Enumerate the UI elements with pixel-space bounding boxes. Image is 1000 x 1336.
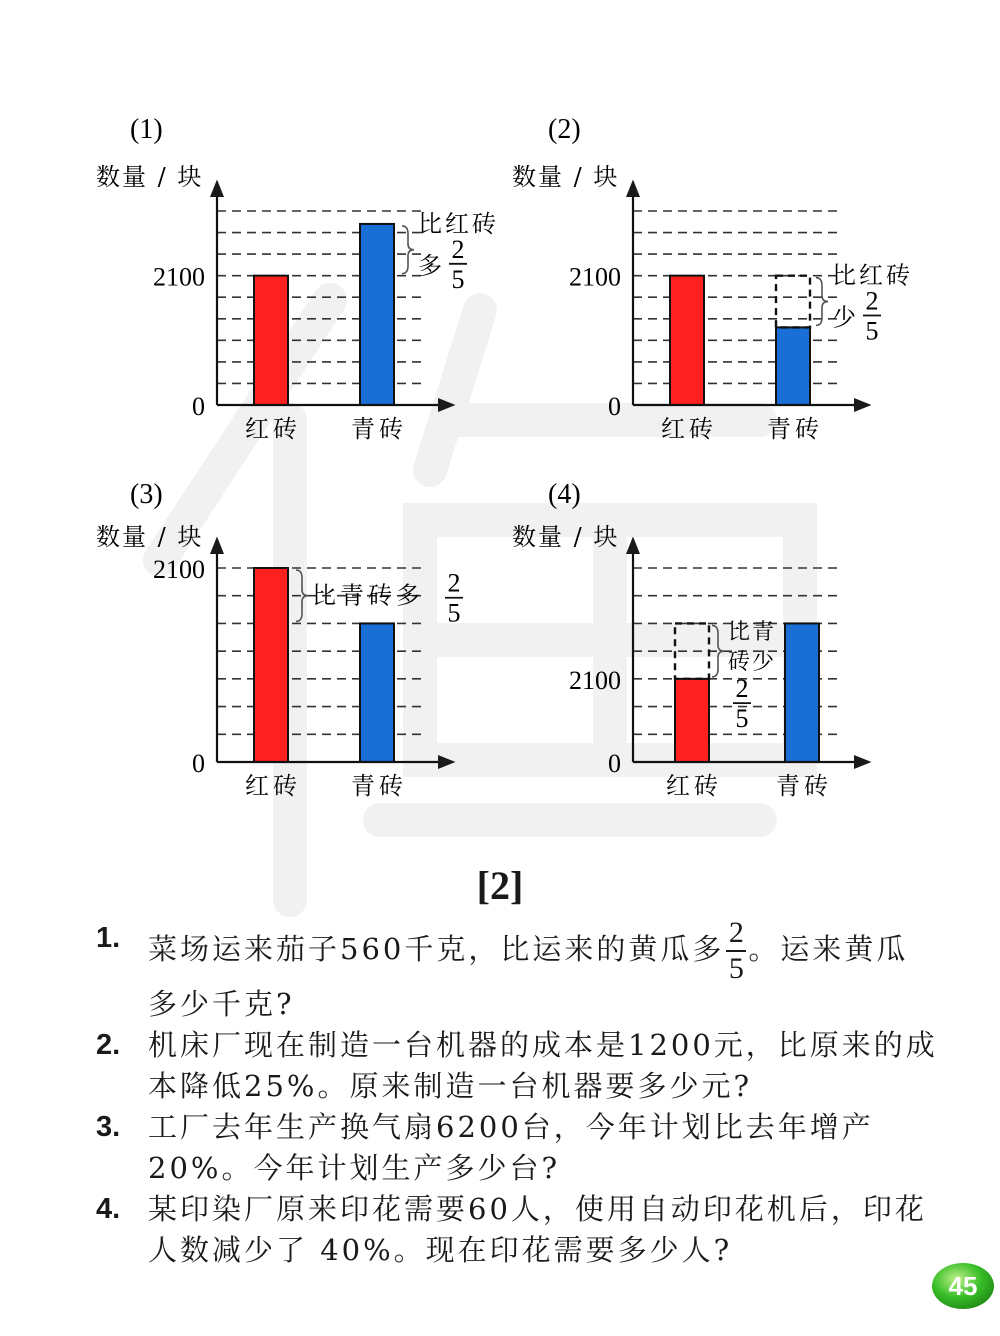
fraction-numerator: 2 — [728, 916, 744, 949]
annotation-text: 比红砖 — [832, 261, 913, 290]
y-axis-title: 数量 / 块 — [96, 523, 204, 551]
fraction-numerator: 2 — [451, 234, 465, 264]
bar-red-brick — [670, 276, 704, 405]
annotation-text: 砖少 — [728, 650, 777, 676]
bar-blue-brick — [360, 224, 394, 405]
annotation-text: 比青 — [728, 620, 777, 646]
annotation-text: 比红砖 — [418, 209, 499, 238]
bar-red-brick — [254, 276, 288, 405]
bar-blue-brick — [360, 623, 394, 762]
section-title: [2] — [476, 863, 524, 908]
y-tick-label: 0 — [192, 749, 205, 778]
fraction-numerator: 2 — [735, 674, 749, 704]
bar-blue-brick — [776, 327, 810, 405]
x-category-label: 青砖 — [351, 772, 407, 800]
y-tick-label: 2100 — [569, 262, 621, 292]
x-category-label: 红砖 — [245, 415, 301, 443]
problem-number: 1. — [96, 922, 121, 954]
fraction-denominator: 5 — [735, 704, 749, 734]
chart-label: (2) — [548, 114, 581, 145]
y-tick-label: 2100 — [153, 555, 205, 584]
x-category-label: 红砖 — [245, 772, 301, 800]
x-category-label: 青砖 — [776, 772, 832, 800]
problem-text: 机床厂现在制造一台机器的成本是1200元，比原来的成本降低25%。原来制造一台机器要多少元? — [148, 1028, 938, 1103]
y-axis-title: 数量 / 块 — [96, 163, 204, 191]
problem-1 — [90, 918, 940, 1025]
dashed-difference-box — [776, 276, 810, 328]
bar-blue-brick — [785, 623, 819, 762]
problem-text-after: 。运来黄瓜多少千克? — [148, 932, 909, 1021]
problem-text: 某印染厂原来印花需要60人，使用自动印花机后，印花人数减少了 40%。现在印花需要多少人? — [148, 1192, 927, 1267]
chart-label: (3) — [130, 479, 163, 510]
y-tick-label: 2100 — [153, 262, 205, 292]
annotation-text: 比青砖多 — [312, 581, 424, 610]
y-tick-label: 0 — [192, 392, 205, 421]
fraction-numerator: 2 — [865, 286, 879, 316]
y-tick-label: 2100 — [569, 665, 621, 695]
chart-label: (4) — [548, 479, 581, 510]
fraction-denominator: 5 — [451, 264, 465, 294]
problem-4 — [90, 1189, 940, 1271]
page-number: 45 — [948, 1271, 978, 1301]
problem-text: 菜场运来茄子560千克，比运来的黄瓜多 — [148, 932, 725, 966]
y-axis-title: 数量 / 块 — [512, 163, 620, 191]
page-number-badge — [930, 1262, 990, 1310]
x-category-label: 红砖 — [666, 772, 722, 800]
x-category-label: 青砖 — [351, 415, 407, 443]
y-axis-title: 数量 / 块 — [512, 523, 620, 551]
fraction-denominator: 5 — [447, 598, 461, 628]
annotation-text: 多 — [418, 251, 442, 280]
y-tick-label: 0 — [608, 392, 621, 421]
fraction — [726, 918, 746, 984]
problem-number: 4. — [96, 1193, 121, 1225]
x-category-label: 青砖 — [767, 415, 823, 443]
fraction-denominator: 5 — [728, 952, 744, 985]
chart-label: (1) — [130, 114, 163, 145]
problem-text: 工厂去年生产换气扇6200台，今年计划比去年增产 20%。今年计划生产多少台? — [148, 1110, 874, 1185]
x-category-label: 红砖 — [661, 415, 717, 443]
bar-red-brick — [254, 568, 288, 762]
fraction-denominator: 5 — [865, 316, 879, 346]
annotation-text: 少 — [832, 303, 856, 332]
fraction-numerator: 2 — [447, 568, 461, 598]
problem-number: 2. — [96, 1029, 121, 1061]
problem-list — [90, 918, 940, 1271]
problem-3 — [90, 1107, 940, 1189]
problem-2 — [90, 1025, 940, 1107]
y-tick-label: 0 — [608, 749, 621, 778]
problem-number: 3. — [96, 1111, 121, 1143]
bar-red-brick — [675, 679, 709, 762]
